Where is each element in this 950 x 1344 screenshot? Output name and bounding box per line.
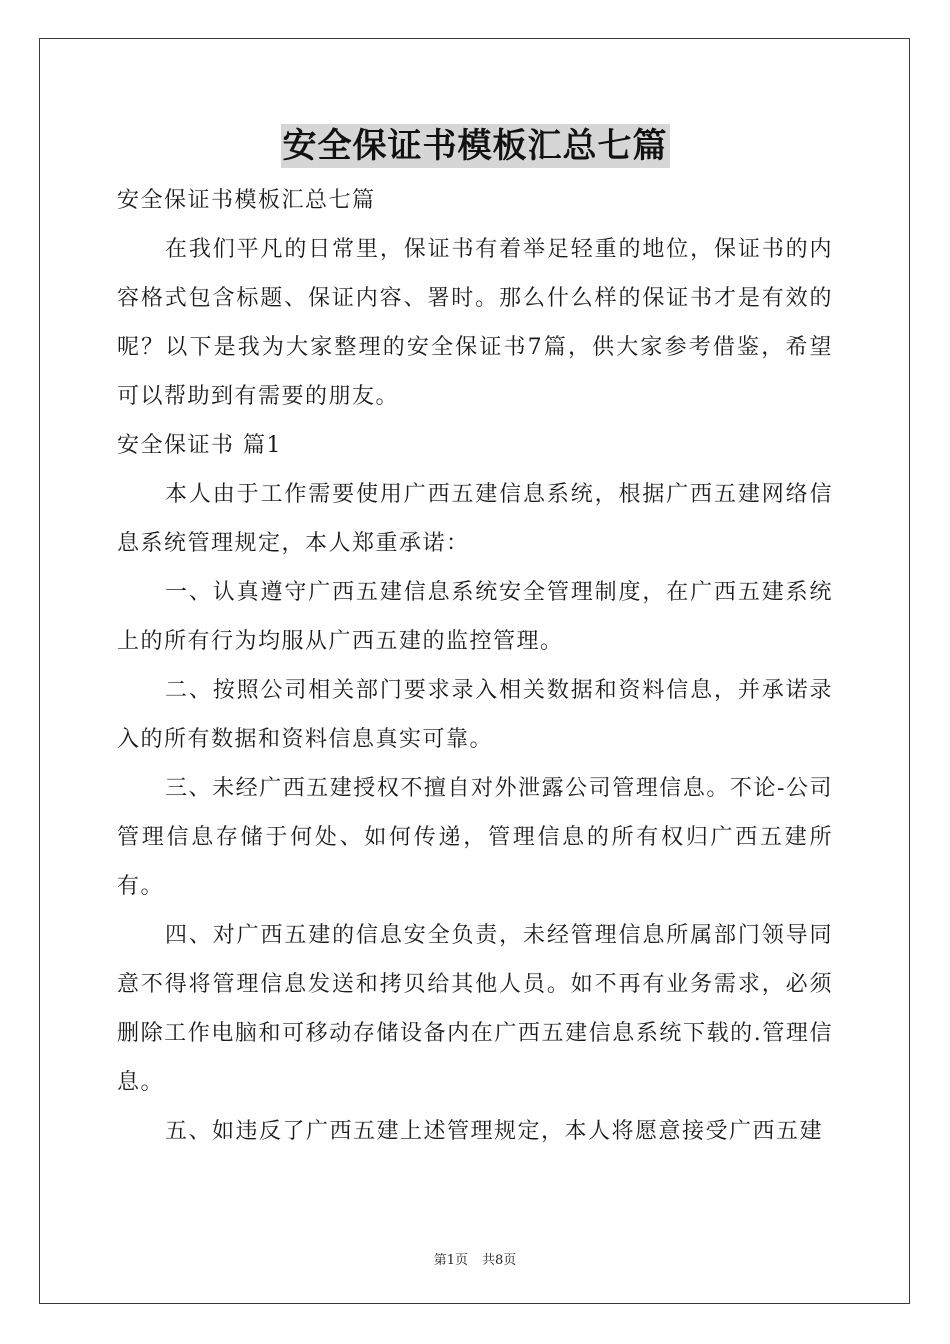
page-total: 共8页 bbox=[482, 1253, 517, 1268]
section-heading: 安全保证书 篇1 bbox=[117, 433, 282, 458]
clause-paragraph-5: 五、如违反了广西五建上述管理规定，本人将愿意接受广西五建 bbox=[165, 1119, 824, 1144]
subtitle-line: 安全保证书模板汇总七篇 bbox=[117, 188, 376, 213]
page-number: 第1页 bbox=[433, 1253, 468, 1268]
document-body bbox=[117, 176, 833, 1156]
intro-paragraph: 在我们平凡的日常里，保证书有着举足轻重的地位，保证书的内容格式包含标题、保证内容、署时。那么什么样的保证书才是有效的呢？以下是我为大家整理的安全保证书7篇，供大家参考借鉴，希望可以帮助到有需要的朋友。 bbox=[117, 237, 833, 409]
clause-paragraph-3: 三、未经广西五建授权不擅自对外泄露公司管理信息。不论-公司管理信息存储于何处、如何传递，管理信息的所有权归广西五建所有。 bbox=[117, 776, 833, 899]
document-title: 安全保证书模板汇总七篇 bbox=[282, 126, 668, 166]
clause-paragraph-2: 二、按照公司相关部门要求录入相关数据和资料信息，并承诺录入的所有数据和资料信息真实可靠。 bbox=[117, 678, 833, 752]
body-paragraph: 本人由于工作需要使用广西五建信息系统，根据广西五建网络信息系统管理规定，本人郑重承诺： bbox=[117, 482, 833, 556]
title-container bbox=[0, 124, 950, 168]
page-footer bbox=[0, 1249, 950, 1268]
clause-paragraph-4: 四、对广西五建的信息安全负责，未经管理信息所属部门领导同意不得将管理信息发送和拷贝给其他人员。如不再有业务需求，必须删除工作电脑和可移动存储设备内在广西五建信息系统下载的.管理信息。 bbox=[117, 923, 833, 1095]
clause-paragraph-1: 一、认真遵守广西五建信息系统安全管理制度，在广西五建系统上的所有行为均服从广西五建的监控管理。 bbox=[117, 580, 833, 654]
